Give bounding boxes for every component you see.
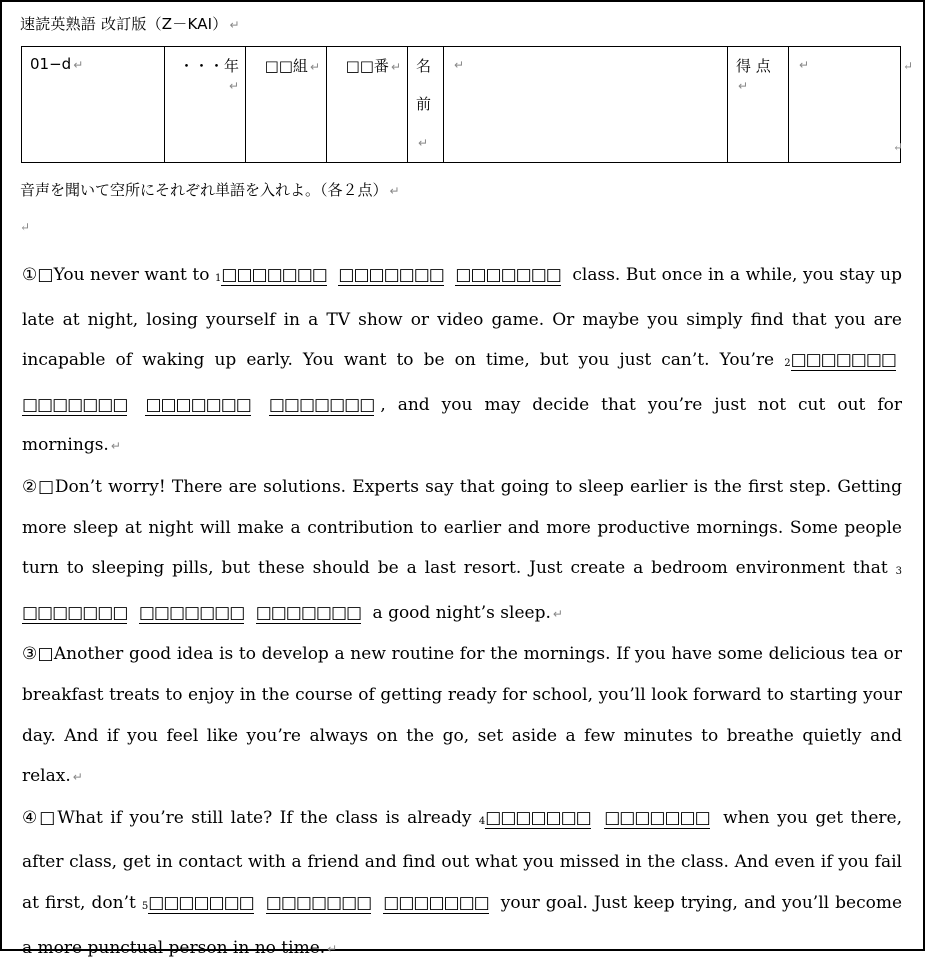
answer-blank[interactable]: □□□□□□□: [145, 394, 251, 415]
header-table: [21, 46, 901, 163]
answer-blank[interactable]: □□□□□□□: [22, 602, 128, 623]
name-field-cell[interactable]: ↵: [444, 47, 728, 163]
document-title: 速読英熟語 改訂版（Z－KAI） ↵: [20, 15, 240, 33]
paragraph-mark: ↵: [229, 18, 240, 32]
answer-blank[interactable]: □□□□□□□: [455, 265, 561, 285]
score-field-cell[interactable]: ↵: [789, 47, 901, 163]
paragraph-1: ①□You never want to 1□□□□□□□ □□□□□□□ □□□□□□□ class. But once in a while, you stay up late at night, losing yourself in a TV show or video game. Or maybe you simply find that you are incapable of waking up early. You want to be on time, but you just can’t. You’re 2□□□□□□□ □□□□□□□ □□□□□□□ □□□□□□□ , and you may decide that you’re just not cut out for mornings. ↵: [22, 265, 903, 456]
paragraph-2: ②□Don’t worry! There are solutions. Experts say that going to sleep earlier is the first step. Getting more sleep at night will make a contribution to earlier and more productive mornings. Some people turn to sleeping pills, but these should be a last resort. Just create a bedroom environment that 3□□□□□□□ □□□□□□□ □□□□□□□ a good night’s sleep. ↵: [22, 476, 902, 623]
empty-paragraph-mark: ↵: [20, 220, 31, 234]
year-cell: ・・・年↵: [165, 47, 246, 163]
paragraph-4: ④□What if you’re still late? If the class is already 4□□□□□□□ □□□□□□□ when you get there, after class, get in contact with a friend and find out what you missed in the class. And even if you fail at first, don’t 5□□□□□□□ □□□□□□□ □□□□□□□ your goal. Just keep trying, and you’ll become a more punctual person in no time. ↵: [22, 807, 903, 958]
answer-blank[interactable]: □□□□□□□: [268, 394, 375, 415]
answer-blank[interactable]: □□□□□□□: [790, 350, 896, 371]
answer-blank[interactable]: □□□□□□□: [255, 602, 362, 623]
answer-blank[interactable]: □□□□□□□: [22, 394, 128, 415]
answer-blank[interactable]: □□□□□□□: [383, 892, 489, 913]
row-end-mark: ↵: [902, 59, 913, 73]
score-label-cell: 得 点↵: [728, 47, 789, 163]
name-label-cell: 名前↵: [408, 47, 444, 163]
instruction-text: 音声を聞いて空所にそれぞれ単語を入れよ。（各２点） ↵: [20, 181, 400, 199]
paragraph-3: ③□Another good idea is to develop a new routine for the mornings. If you have some delicious tea or breakfast treats to enjoy in the course of getting ready for school, you’ll look forward to starting your day. And if you feel like you’re always on the go, set aside a few minutes to breathe quietly and relax. ↵: [22, 644, 902, 787]
answer-blank[interactable]: □□□□□□□: [221, 265, 327, 285]
lesson-id-cell: 01−d ↵: [22, 47, 165, 163]
answer-blank[interactable]: □□□□□□□: [338, 265, 444, 285]
answer-blank[interactable]: □□□□□□□: [148, 892, 254, 913]
answer-blank[interactable]: □□□□□□□: [265, 892, 372, 913]
number-cell: □□番 ↵: [327, 47, 408, 163]
answer-blank[interactable]: □□□□□□□: [138, 602, 245, 623]
class-cell: □□組 ↵: [246, 47, 327, 163]
passage: [22, 255, 902, 969]
answer-blank[interactable]: □□□□□□□: [604, 807, 710, 828]
answer-blank[interactable]: □□□□□□□: [485, 807, 591, 828]
paragraph-mark: ↵: [892, 140, 903, 154]
